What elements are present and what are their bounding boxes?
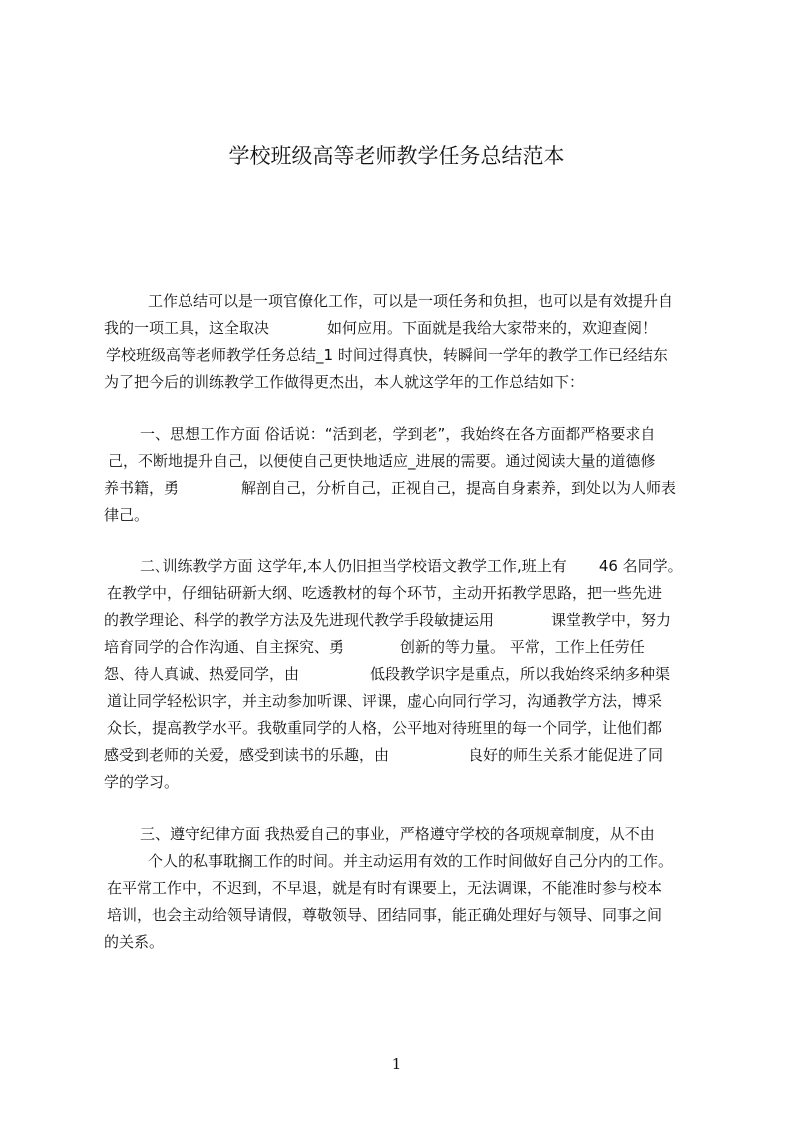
section2-line-5-part-a: 怨、待人真诚、热爱同学，由	[104, 665, 300, 683]
section3-line-5: 的关系。	[104, 933, 165, 951]
section2-line-1-part-a: 二､训练教学方面 这学年,本人仍旧担当学校语文教学工作,班上有	[140, 557, 567, 575]
section2-line-9: 学的学习。	[104, 773, 180, 791]
right-margin-mask	[697, 280, 793, 980]
section3-line-3: 在平常工作中，不迟到，不早退，就是有时有课要上，无法调课，不能准时参与校本	[107, 879, 663, 897]
intro-line-3: 学校班级高等老师教学任务总结_1 时间过得真快，转瞬间一学年的教学工作已经结东	[106, 346, 668, 364]
section2-line-3-part-a: 的教学理论、科学的教学方法及先进现代教学手段敏捷运用	[104, 611, 495, 629]
section1-line-2: 己，不断地提升自己，以便使自己更快地适应_进展的需要。通过阅读大量的道德修	[108, 452, 656, 470]
section2-line-7: 众长，提高教学水平。我敬重同学的人格，公平地对待班里的每一个同学，让他们都	[107, 719, 663, 737]
section3-line-2: 个人的私事耽搁工作的时间。并主动运用有效的工作时间做好自己分内的工作。	[148, 852, 674, 870]
section2-line-4-part-b: 创新的等力量。 平常，工作上任劳任	[400, 638, 645, 656]
section2-line-5	[104, 663, 670, 685]
section2-line-3	[104, 609, 671, 631]
section2-line-8-part-a: 感受到老师的关爱，感受到读书的乐趣，由	[104, 746, 390, 764]
section1-line-3-part-b: 解剖自己，分析自己，正视自己，提高自身素养，到处以为人师表	[241, 479, 677, 497]
intro-line-2	[104, 317, 657, 339]
section2-line-6: 道让同学轻松识字，并主动参加听课、评课，虚心向同行学习，沟通教学方法，博采	[107, 692, 663, 710]
section2-line-8	[104, 744, 663, 766]
section2-line-4	[104, 636, 645, 658]
intro-line-2-part-b: 如何应用。下面就是我给大家带来的，欢迎查阅！	[327, 319, 658, 337]
section2-line-3-part-b: 课堂教学中，努力	[551, 611, 672, 629]
intro-line-4: 为了把今后的训练教学工作做得更杰出，本人就这学年的工作总结如下：	[104, 373, 585, 391]
section2-line-8-part-b: 良好的师生关系才能促进了同	[468, 746, 664, 764]
section3-line-1: 三、遵守纪律方面 我热爱自己的事业，严格遵守学校的各项规章制度，从不由	[140, 825, 655, 843]
section1-line-3-part-a: 养书籍，勇	[104, 479, 180, 497]
intro-line-1: 工作总结可以是一项官僚化工作，可以是一项任务和负担，也可以是有效提升自	[148, 292, 674, 310]
section3-line-4: 培训，也会主动给领导请假，尊敬领导、团结同事，能正确处理好与领导、同事之间	[107, 906, 663, 924]
document-title: 学校班级高等老师教学任务总结范本	[228, 144, 565, 168]
intro-line-2-part-a: 我的一项工具，这全取决	[104, 319, 270, 337]
section2-line-1-part-b: 46 名同学。	[598, 557, 683, 575]
section2-line-5-part-b: 低段教学识字是重点，所以我始终采纳多种渠	[370, 665, 671, 683]
section2-line-2: 在教学中，仔细钻研新大纲、吃透教材的每个环节，主动开拓教学思路，把一些先进	[107, 584, 663, 602]
section1-line-1: 一、思想工作方面 俗话说：“活到老，学到老”，我始终在各方面都严格要求自	[140, 425, 656, 443]
section1-line-3	[104, 477, 676, 499]
section2-line-4-part-a: 培育同学的合作沟通、自主探究、勇	[104, 638, 345, 656]
section1-line-4: 律己。	[104, 506, 150, 524]
page-number: 1	[391, 1055, 402, 1073]
section2-line-1	[140, 555, 683, 577]
